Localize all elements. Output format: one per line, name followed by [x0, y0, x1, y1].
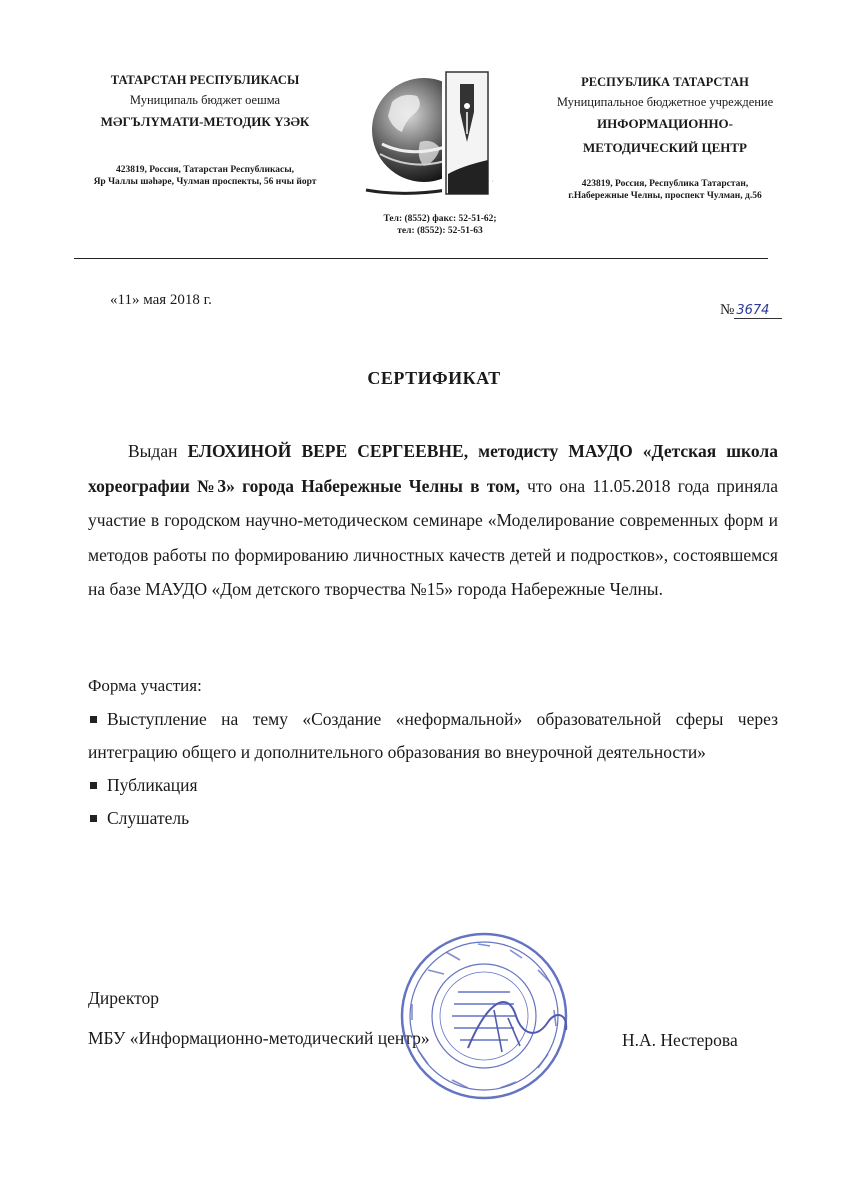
header-right-address-1: 423819, Россия, Республика Татарстан,: [581, 179, 749, 189]
header-phones: [365, 213, 515, 237]
director-name: Н.А. Нестерова: [622, 1030, 738, 1050]
header-left-org-type: Муниципаль бюджет оешма: [129, 93, 281, 107]
body-rest: что она 11.05.2018 года приняла участие в городском научно-методическом семинаре «Моделирование современных форм и методов работы по формированию личностных качеств детей и подростков», состоявшемся на базе МАУДО «Дом детского творчества №15» города Набережные Челны.: [88, 475, 778, 599]
header-right-org-type: Муниципальное бюджетное учреждение: [556, 95, 774, 109]
document-date: «11» мая 2018 г.: [110, 292, 212, 308]
header-left-org-name: МӘГЪЛҮМАТИ-МЕТОДИК ҮЗӘК: [100, 114, 310, 129]
header-right-republic: РЕСПУБЛИКА ТАТАРСТАН: [581, 75, 749, 89]
document-title: СЕРТИФИКАТ: [367, 368, 501, 388]
header-right-address-2: г.Набережные Челны, проспект Чулман, д.56: [568, 191, 762, 201]
list-item-text: Публикация: [107, 775, 198, 795]
list-item: [88, 703, 778, 769]
official-stamp-icon: [398, 930, 570, 1102]
globe-pen-logo-icon: [362, 62, 502, 202]
director-organization: МБУ «Информационно-методический центр»: [88, 1028, 430, 1048]
body-recipient: ЕЛОХИНОЙ ВЕРЕ СЕРГЕЕВНЕ, методисту МАУДО «Детская школа хореографии №3» города Набережные Челны в том,: [88, 441, 778, 496]
bullet-icon: [90, 782, 97, 789]
header-divider: [74, 258, 768, 259]
certificate-body: [88, 434, 778, 607]
participation-list: [88, 703, 778, 835]
bullet-icon: [90, 716, 97, 723]
header-left-republic: ТАТАРСТАН РЕСПУБЛИКАСЫ: [110, 73, 300, 87]
bullet-icon: [90, 815, 97, 822]
list-item: [88, 769, 778, 802]
header-left: [40, 70, 370, 188]
header-phone-1: Тел: (8552) факс: 52-51-62;: [383, 214, 497, 224]
header-right: [500, 72, 830, 202]
header-right-org-name-2: МЕТОДИЧЕСКИЙ ЦЕНТР: [583, 140, 747, 155]
header-left-address-2: Яр Чаллы шәһәре, Чулман проспекты, 56 нчы йорт: [93, 177, 317, 187]
document-number-prefix: №: [720, 302, 735, 318]
list-item-text: Слушатель: [107, 808, 190, 828]
body-lead: Выдан: [128, 441, 188, 461]
header-left-address-1: 423819, Россия, Татарстан Республикасы,: [115, 165, 295, 175]
header-phone-2: тел: (8552): 52-51-63: [397, 226, 483, 236]
list-item-text: Выступление на тему «Создание «неформальной» образовательной сферы через интеграцию общего и дополнительного образования во внеурочной деятельности»: [88, 709, 778, 762]
header-right-org-name-1: ИНФОРМАЦИОННО-: [596, 116, 733, 131]
document-number-value: 3674: [734, 303, 782, 319]
document-number: [720, 302, 782, 319]
participation-form-label: Форма участия:: [88, 676, 202, 695]
director-title: Директор: [88, 988, 160, 1008]
list-item: [88, 802, 778, 835]
